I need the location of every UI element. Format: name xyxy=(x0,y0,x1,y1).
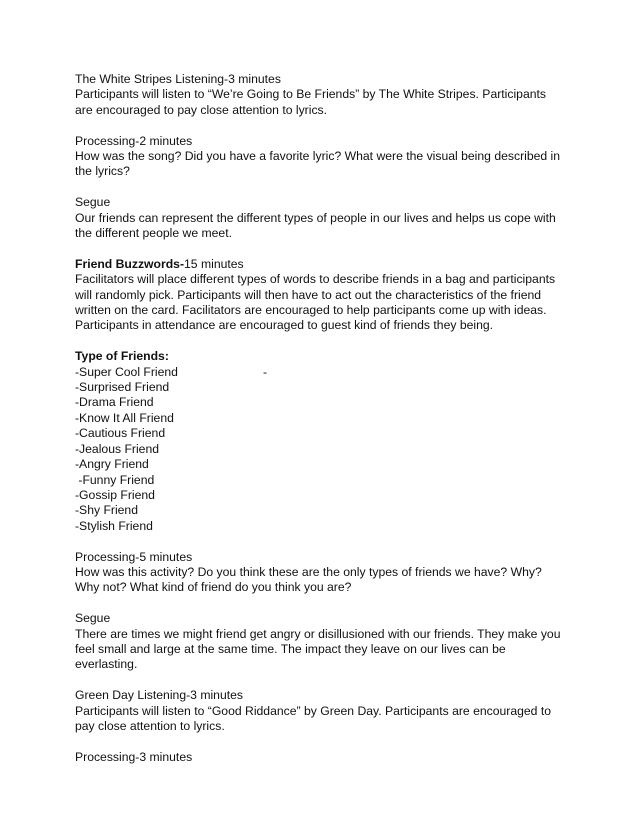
heading-duration: 15 minutes xyxy=(184,256,244,271)
section-heading: The White Stripes Listening-3 minutes xyxy=(75,72,281,86)
types-of-friends-section xyxy=(75,349,565,534)
section-heading: Processing-5 minutes xyxy=(75,549,193,564)
section-heading: Segue xyxy=(75,195,111,210)
section-heading: Processing-3 minutes xyxy=(75,749,193,764)
processing-section-3 xyxy=(75,750,565,765)
section-paragraph: Participants will listen to “We’re Going to Be Friends” by The White Stripes. Participants are encouraged to pay close attention to lyrics. xyxy=(75,87,546,117)
list-item: -Drama Friend xyxy=(75,395,154,410)
list-item: -Funny Friend xyxy=(75,472,155,487)
section-heading: Segue xyxy=(75,611,111,626)
section-paragraph: There are times we might friend get angry or disillusioned with our friends. They make you feel small and large at the same time. The impact they leave on our lives can be everlasting. xyxy=(75,626,561,672)
list-item: -Angry Friend xyxy=(75,457,149,472)
friend-types-list xyxy=(75,365,565,534)
section-paragraph: Our friends can represent the different types of people in our lives and helps us cope with the different people we meet. xyxy=(75,210,556,241)
segue-section-2 xyxy=(75,611,565,673)
processing-section-2 xyxy=(75,550,565,596)
list-item: -Jealous Friend xyxy=(75,441,159,456)
list-item: -Cautious Friend xyxy=(75,426,166,441)
processing-section-1 xyxy=(75,134,565,180)
list-item: -Know It All Friend xyxy=(75,410,174,425)
section-paragraph: Facilitators will place different types of words to describe friends in a bag and participants will randomly pick. Participants will then have to act out the characteristics of the friend written on the card. Facilitators are encouraged to help participants come up with ideas. Participants in attendance are encouraged to guest kind of friends they being. xyxy=(75,272,556,333)
section-paragraph: How was this activity? Do you think these are the only types of friends we have? Why? Why not? What kind of friend do you think you are? xyxy=(75,564,542,595)
list-item: -Stylish Friend xyxy=(75,518,153,533)
green-day-section xyxy=(75,688,565,734)
section-heading xyxy=(75,257,565,272)
heading-bold-part: Friend Buzzwords- xyxy=(75,256,185,271)
segue-section-1 xyxy=(75,195,565,241)
list-item: -Shy Friend xyxy=(75,503,138,518)
list-item: -Gossip Friend xyxy=(75,487,155,502)
white-stripes-section xyxy=(75,72,565,118)
list-item: -Surprised Friend xyxy=(75,380,170,395)
section-heading: Processing-2 minutes xyxy=(75,133,193,148)
list-item: -Super Cool Friend - xyxy=(75,364,268,379)
document-body xyxy=(75,72,565,781)
section-heading: Green Day Listening-3 minutes xyxy=(75,688,244,703)
stray-dash: - xyxy=(263,364,268,379)
section-paragraph: How was the song? Did you have a favorite lyric? What were the visual being described in the lyrics? xyxy=(75,149,561,179)
section-paragraph: Participants will listen to “Good Riddance” by Green Day. Participants are encouraged to pay close attention to lyrics. xyxy=(75,703,552,733)
buzzwords-section xyxy=(75,257,565,334)
section-heading: Type of Friends: xyxy=(75,349,169,364)
